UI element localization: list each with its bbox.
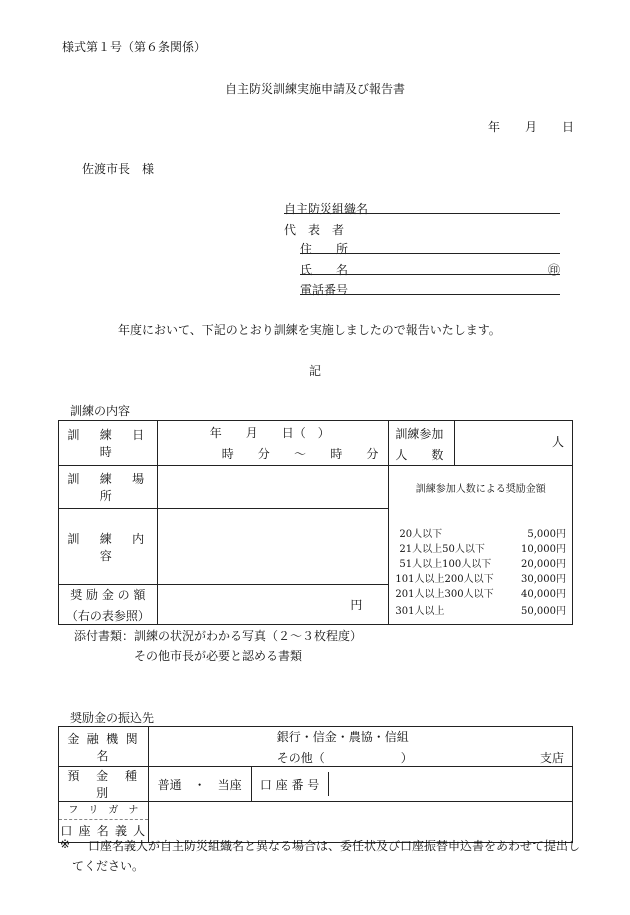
- note-line-2: てください。: [72, 859, 145, 873]
- participants-label-1: 訓練参加: [395, 427, 444, 441]
- time-separator: 〜: [294, 447, 307, 461]
- name-line[interactable]: [300, 274, 560, 275]
- note-mark: ※: [60, 837, 71, 851]
- attachments-line-2: その他市長が必要と認める書類: [134, 649, 303, 663]
- participants-input[interactable]: [455, 421, 572, 465]
- training-section-title: 訓練の内容: [70, 404, 131, 418]
- holder-label: 口 座 名 義 人: [60, 824, 147, 838]
- participants-cell: [389, 421, 573, 466]
- rate-list: [395, 525, 566, 617]
- account-type-options[interactable]: 普通 ・ 当座: [148, 767, 251, 802]
- branch-label: 支店: [539, 750, 564, 765]
- date-row-1: 年 月 日（ ）: [209, 426, 330, 440]
- amount-label-cell: [59, 585, 158, 625]
- phone-label: 電話番号: [300, 283, 349, 297]
- account-type-label: 預 金 種 別: [59, 767, 149, 802]
- training-date-label: 訓 練 日 時: [59, 421, 158, 466]
- amount-unit: 円: [350, 598, 363, 612]
- address-label: 住 所: [300, 242, 349, 256]
- rate-row: 301人以上 50,000円: [395, 606, 566, 617]
- name-label: 氏 名: [300, 263, 349, 277]
- training-place-input[interactable]: [157, 466, 389, 509]
- institution-input[interactable]: [148, 727, 572, 767]
- page-title: 自主防災訓練実施申請及び報告書: [224, 82, 405, 96]
- representative-label: 代 表 者: [284, 223, 345, 237]
- ki-mark: 記: [308, 364, 321, 378]
- participants-label-2: 人 数: [395, 448, 444, 462]
- attachments-line-1: 添付書類：訓練の状況がわかる写真（２〜３枚程度）: [74, 629, 363, 643]
- amount-input[interactable]: [157, 585, 389, 625]
- seal-mark: ㊞: [548, 263, 561, 277]
- account-number-label: 口 座 番 号: [252, 772, 329, 796]
- account-number-input[interactable]: [329, 772, 572, 796]
- rate-table-title: 訓練参加人数による奨励金額: [415, 484, 546, 495]
- date-day: 日: [562, 120, 575, 134]
- form-number: 様式第１号（第６条関係）: [62, 40, 207, 54]
- rate-row: 101人以上200人以下 30,000円: [395, 574, 566, 585]
- intro-text: 年度において、下記のとおり訓練を実施しましたので報告いたします。: [118, 323, 501, 337]
- training-date-cell[interactable]: [157, 421, 389, 466]
- participants-unit: 人: [551, 435, 564, 449]
- bank-section-title: 奨励金の振込先: [70, 711, 155, 725]
- org-name-line[interactable]: [284, 213, 560, 214]
- amount-label-2: （右の表参照）: [65, 608, 150, 623]
- time-start: 時 分: [221, 447, 270, 461]
- time-end: 時 分: [330, 447, 379, 461]
- rate-row: 21人以上50人以下 10,000円: [399, 544, 566, 555]
- rate-table-cell: [389, 466, 573, 625]
- training-place-label: 訓 練 場 所: [59, 466, 158, 509]
- date-month: 月: [525, 120, 538, 134]
- training-table: [58, 420, 573, 625]
- org-name-label: 自主防災組織名: [284, 202, 369, 216]
- note-line-1: 口座名義人が自主防災組織名と異なる場合は、委任状及び口座振替申込書をあわせて提出し: [88, 839, 581, 853]
- institution-types: 銀行・信金・農協・信組: [276, 729, 409, 744]
- rate-row: 20人以下 5,000円: [399, 529, 566, 540]
- rate-row: 51人以上100人以下 20,000円: [399, 559, 566, 570]
- rate-row: 201人以上300人以下 40,000円: [395, 589, 566, 600]
- training-content-label: 訓 練 内 容: [59, 509, 158, 585]
- other-close: ）: [400, 750, 413, 765]
- addressee: 佐渡市長 様: [82, 162, 155, 176]
- training-content-input[interactable]: [157, 509, 389, 585]
- other-label: その他（: [276, 750, 325, 765]
- account-number-cell: [251, 767, 572, 802]
- amount-label-1: 奨 励 金 の 額: [70, 587, 146, 602]
- phone-line[interactable]: [300, 294, 560, 295]
- bank-table: [58, 726, 573, 843]
- furigana-label: フ リ ガ ナ: [59, 802, 148, 820]
- institution-label: 金 融 機 関 名: [59, 727, 149, 767]
- date-year: 年: [488, 120, 501, 134]
- address-line[interactable]: [300, 253, 560, 254]
